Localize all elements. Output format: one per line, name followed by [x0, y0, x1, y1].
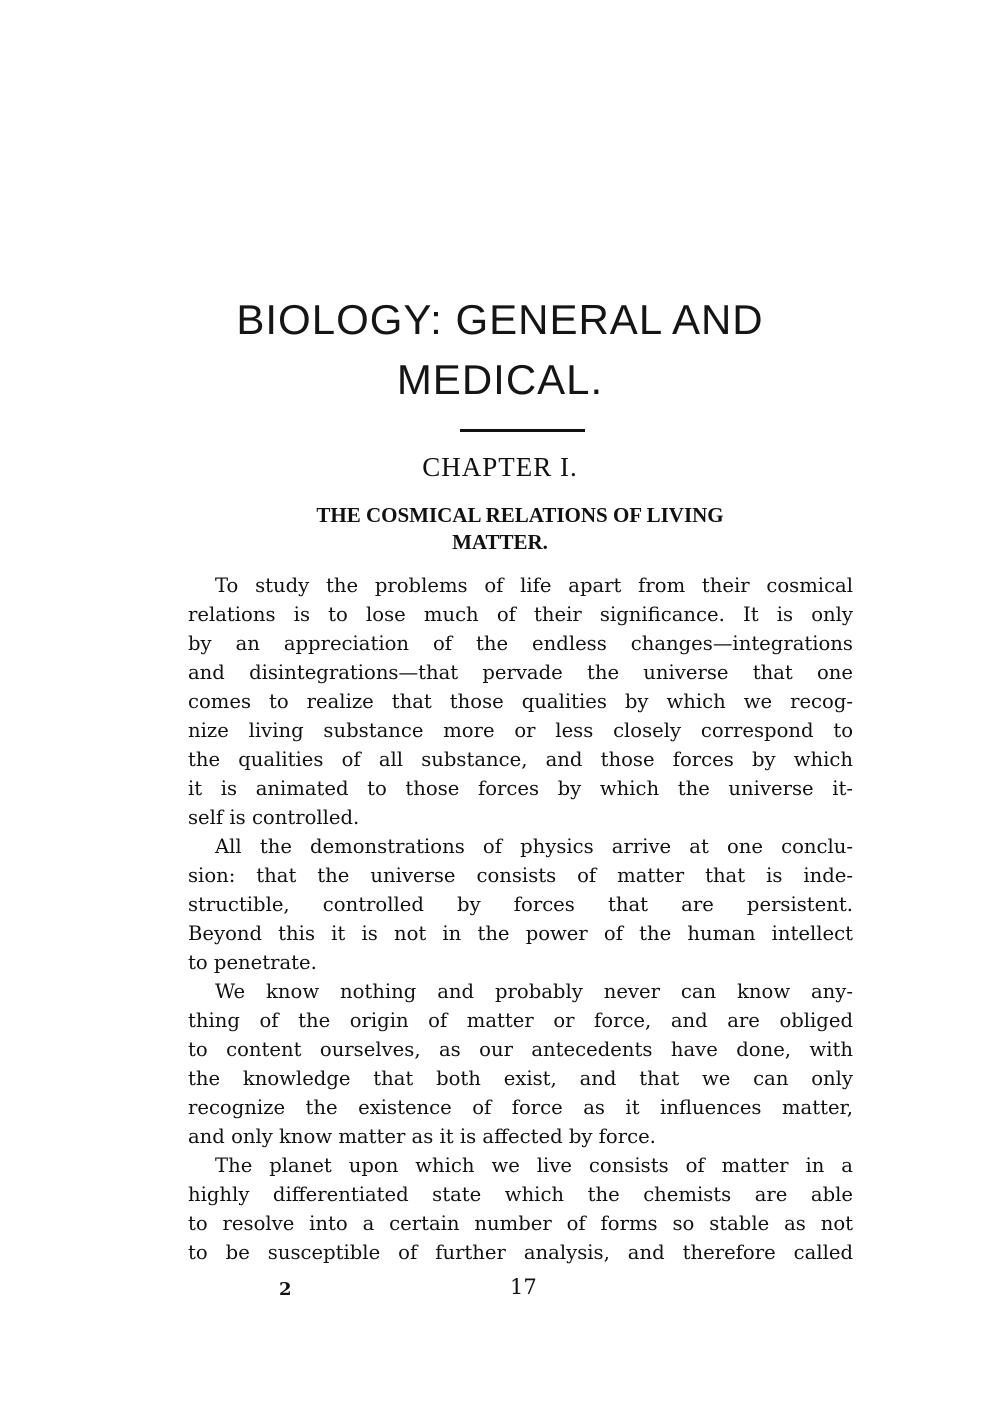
- paragraph-line: and disintegrations—that pervade the universe that one: [188, 661, 853, 684]
- paragraph-line: nize living substance more or less closely correspond to: [188, 719, 853, 742]
- paragraph-line: Beyond this it is not in the power of the human intellect: [188, 922, 853, 945]
- paragraph-line: recognize the existence of force as it influences matter,: [188, 1096, 853, 1119]
- paragraph-line: the knowledge that both exist, and that we can only: [188, 1067, 853, 1090]
- paragraph-line: structible, controlled by forces that are persistent.: [188, 893, 853, 916]
- paragraph-line: relations is to lose much of their significance. It is only: [188, 603, 853, 626]
- paragraph-line: to be susceptible of further analysis, and therefore called: [188, 1241, 853, 1264]
- page-number: 17: [510, 1275, 537, 1299]
- paragraph-line: to penetrate.: [188, 951, 317, 974]
- paragraph-line: the qualities of all substance, and those forces by which: [188, 748, 853, 771]
- paragraph-line: All the demonstrations of physics arrive at one conclu-: [215, 835, 853, 858]
- book-title-line-2: MEDICAL.: [396, 356, 604, 403]
- paragraph-line: sion: that the universe consists of matter that is inde-: [188, 864, 853, 887]
- title-divider: [460, 429, 585, 432]
- paragraph-line: highly differentiated state which the chemists are able: [188, 1183, 853, 1206]
- chapter-heading: CHAPTER I.: [422, 452, 578, 482]
- chapter-title-line-1: THE COSMICAL RELATIONS OF LIVING: [316, 503, 724, 527]
- signature-mark: 2: [279, 1279, 292, 1300]
- paragraph-line: and only know matter as it is affected by force.: [188, 1125, 656, 1148]
- book-title-line-1: BIOLOGY: GENERAL AND: [236, 296, 764, 343]
- body-text: [188, 571, 853, 1267]
- paragraph-line: to resolve into a certain number of forms so stable as not: [188, 1212, 853, 1235]
- paragraph-line: by an appreciation of the endless changes—integrations: [188, 632, 853, 655]
- paragraph-line: to content ourselves, as our antecedents have done, with: [188, 1038, 853, 1061]
- paragraph-line: thing of the origin of matter or force, and are obliged: [188, 1009, 853, 1032]
- chapter-title-line-2: MATTER.: [452, 530, 548, 554]
- paragraph-line: comes to realize that those qualities by which we recog-: [188, 690, 853, 713]
- paragraph-line: The planet upon which we live consists of matter in a: [215, 1154, 853, 1177]
- paragraph-line: it is animated to those forces by which the universe it-: [188, 777, 853, 800]
- paragraph-line: We know nothing and probably never can know any-: [215, 980, 853, 1003]
- paragraph-line: To study the problems of life apart from their cosmical: [215, 574, 853, 597]
- paragraph-line: self is controlled.: [188, 806, 360, 829]
